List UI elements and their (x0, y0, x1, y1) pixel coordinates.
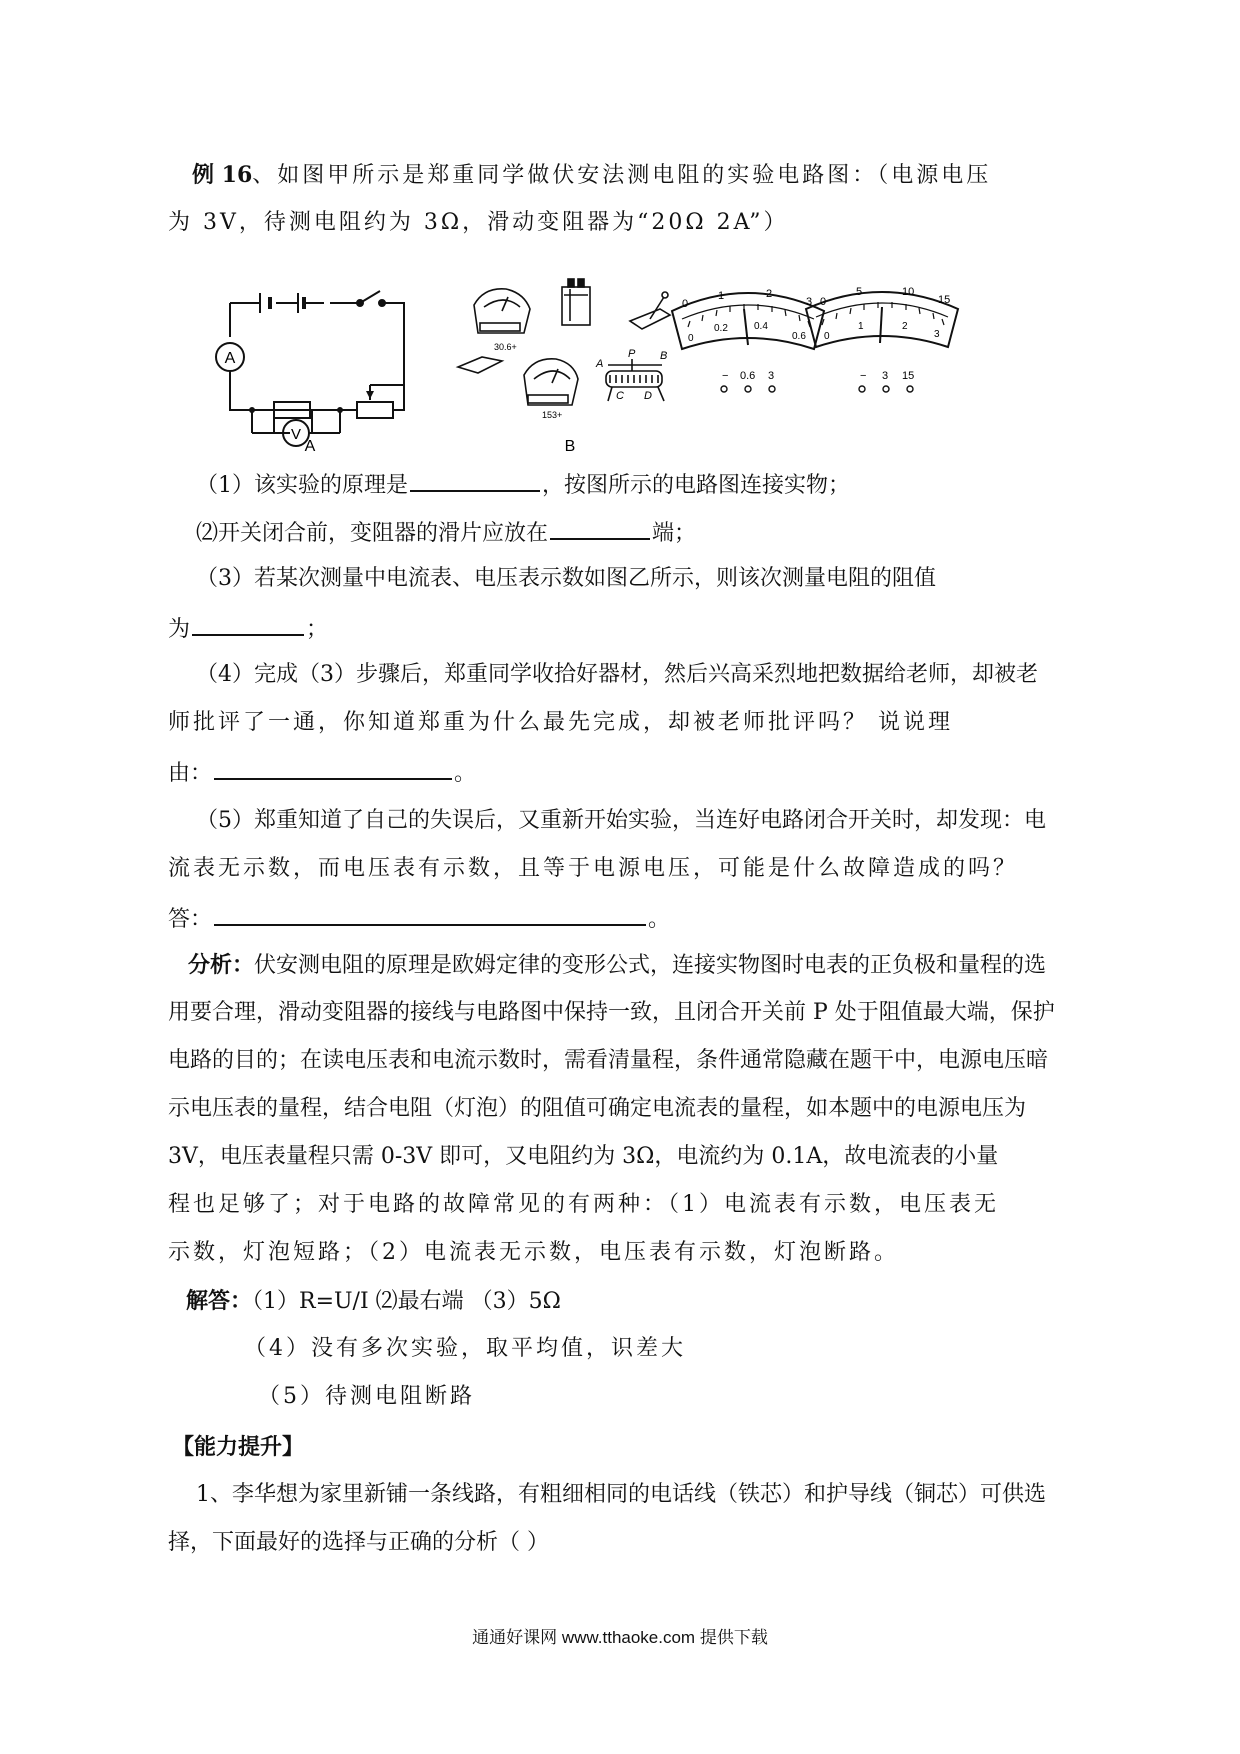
rheostat-label-a: A (596, 358, 604, 370)
question-1 (196, 468, 850, 501)
example-intro-1: 、如图甲所示是郑重同学做伏安法测电阻的实验电路图：（电源电压 (252, 163, 992, 188)
problem-1-line-2: 择，下面最好的选择与正确的分析（ ） (168, 1530, 549, 1555)
voltmeter-bottom-3: 3 (934, 329, 940, 340)
analysis-label: 分析： (188, 952, 255, 978)
figure-svg (212, 275, 1072, 453)
q5-text-c: 答： (168, 907, 213, 932)
voltmeter-terminal-3: 3 (882, 370, 889, 382)
question-5-line-2: 流表无示数，而电压表有示数，且等于电源电压，可能是什么故障造成的吗？ (168, 856, 1019, 881)
q3-answer-blank[interactable] (192, 612, 304, 636)
section-title: 【能力提升】 (172, 1434, 305, 1460)
voltmeter-symbol: V (290, 426, 302, 443)
rheostat-label-b: B (660, 350, 668, 362)
ammeter-terminal-06: 0.6 (740, 370, 756, 382)
ammeter-bottom-3: 0.6 (792, 331, 806, 342)
q5-text-d: 。 (648, 907, 671, 932)
ammeter-bottom-1: 0.2 (714, 323, 728, 334)
q4-text-c: 由： (168, 761, 213, 786)
q1-text-a: （1）该实验的原理是 (196, 473, 408, 498)
analysis-text-1: 伏安测电阻的原理是欧姆定律的变形公式，连接实物图时电表的正负极和量程的选 (254, 953, 1047, 978)
analysis-line-2: 用要合理，滑动变阻器的接线与电路图中保持一致，且闭合开关前 P 处于阻值最大端，保护 (168, 1000, 1055, 1025)
example-intro-line-1 (192, 160, 991, 191)
q4-text-d: 。 (454, 761, 477, 786)
switch-lever (360, 291, 380, 303)
question-4-line-3 (168, 756, 476, 789)
ammeter-top-2: 2 (766, 288, 773, 300)
voltmeter-bottom-2: 2 (902, 321, 908, 332)
q4-answer-blank[interactable] (214, 756, 452, 780)
components-illustration (458, 279, 670, 405)
problem-1-line-1: 1、李华想为家里新铺一条线路，有粗细相同的电话线（铁芯）和护导线（铜芯）可供选 (196, 1482, 1046, 1507)
answer-label: 解答： (186, 1288, 253, 1314)
figure-label-b: B (564, 438, 576, 453)
analysis-line-7: 示数，灯泡短路；（2）电流表无示数，电压表有示数，灯泡断路。 (168, 1240, 899, 1265)
example-label: 例 16 (192, 162, 253, 188)
ammeter-terminal-minus: − (722, 370, 729, 382)
voltmeter-top-15: 15 (938, 294, 951, 306)
small-meter-2 (524, 359, 578, 405)
page-footer: 通通好课网 www.tthaoke.com 提供下载 (472, 1628, 768, 1647)
question-4-line-2: 师批评了一通，你知道郑重为什么最先完成，却被老师批评吗？ 说说理 (168, 710, 953, 735)
ammeter-top-3: 3 (806, 296, 813, 308)
small-meter-text-1: 30.6+ (494, 342, 517, 352)
voltmeter-terminal-15: 15 (902, 370, 915, 382)
rheostat-label-d: D (644, 390, 652, 402)
question-4-line-1: （4）完成（3）步骤后，郑重同学收拾好器材，然后兴高采烈地把数据给老师，却被老 (196, 662, 1038, 687)
q5-answer-blank[interactable] (214, 902, 646, 926)
ammeter-symbol: A (224, 350, 236, 367)
voltmeter-terminal-minus: − (860, 370, 867, 382)
q2-text-b: 端； (652, 521, 697, 546)
question-5-line-3 (168, 902, 670, 935)
q3-text-b: 为 (168, 617, 191, 642)
small-meter-text-2: 153+ (542, 410, 563, 420)
example-intro-2: 为 3V，待测电阻约为 3Ω，滑动变阻器为“20Ω 2A”） (168, 210, 789, 235)
question-2 (196, 516, 696, 549)
q2-answer-blank[interactable] (550, 516, 650, 540)
q3-text-c: ； (306, 617, 329, 642)
answer-line-1 (186, 1286, 561, 1317)
figure-label-a: A (304, 438, 316, 453)
circuit-diagram (216, 291, 404, 446)
small-device (458, 357, 502, 373)
voltmeter-top-0: 0 (820, 296, 827, 308)
ammeter-bottom-2: 0.4 (754, 321, 768, 332)
ammeter-top-1: 1 (718, 290, 725, 302)
ammeter-top-0: 0 (682, 298, 689, 310)
analysis-line-5: 3V，电压表量程只需 0-3V 即可，又电阻约为 3Ω，电流约为 0.1A，故电流表的小量 (168, 1144, 999, 1169)
rheostat-label-c: C (616, 390, 624, 402)
experiment-figure (212, 275, 1072, 453)
voltmeter-top-5: 5 (856, 286, 863, 298)
answer-text-1: （1）R=U/I ⑵最右端 （3）5Ω (252, 1289, 561, 1314)
q1-answer-blank[interactable] (410, 468, 540, 492)
rheostat-rect (357, 402, 393, 418)
question-3-line-1: （3）若某次测量中电流表、电压表示数如图乙所示，则该次测量电阻的阻值 (196, 566, 936, 591)
analysis-line-6: 程也足够了；对于电路的故障常见的有两种：（1）电流表有示数，电压表无 (168, 1192, 999, 1217)
ammeter-terminal-3: 3 (768, 370, 775, 382)
ammeter-bottom-0: 0 (688, 333, 694, 344)
analysis-line-4: 示电压表的量程，结合电阻（灯泡）的阻值可确定电流表的量程，如本题中的电源电压为 (168, 1096, 1027, 1121)
q1-text-b: ，按图所示的电路图连接实物； (542, 473, 851, 498)
voltmeter-top-10: 10 (902, 286, 915, 298)
answer-line-2: （4）没有多次实验，取平均值，识差大 (244, 1336, 686, 1361)
analysis-line-3: 电路的目的；在读电压表和电流示数时，需看清量程，条件通常隐藏在题干中，电源电压暗 (168, 1048, 1049, 1073)
battery-box (562, 287, 590, 325)
q2-text-a: ⑵开关闭合前，变阻器的滑片应放在 (196, 521, 549, 546)
analysis-line-1 (188, 950, 1046, 981)
question-5-line-1: （5）郑重知道了自己的失误后，又重新开始实验，当连好电路闭合开关时，却发现：电 (196, 808, 1046, 833)
question-3-line-2 (168, 612, 328, 645)
answer-line-3: （5）待测电阻断路 (258, 1384, 475, 1409)
rheostat-label-p: P (628, 348, 636, 360)
voltmeter-bottom-0: 0 (824, 331, 830, 342)
voltmeter-bottom-1: 1 (858, 321, 864, 332)
